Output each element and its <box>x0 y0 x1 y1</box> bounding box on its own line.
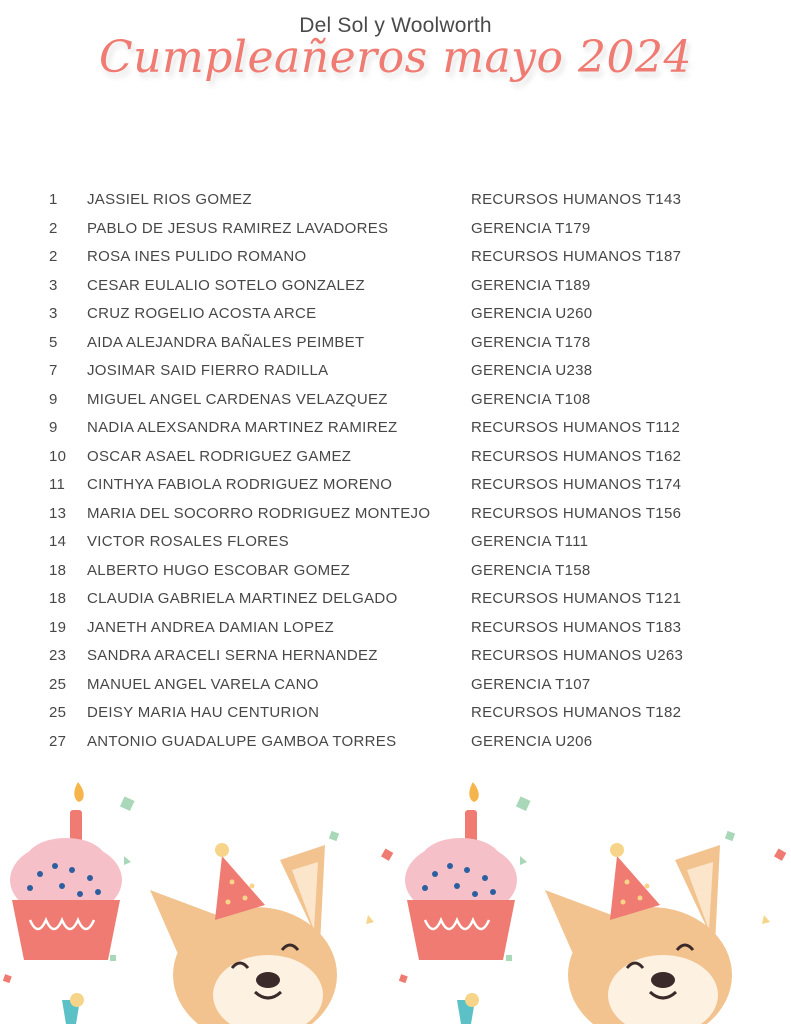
list-item <box>0 614 791 643</box>
list-item <box>0 272 791 301</box>
department: GERENCIA T158 <box>471 561 591 579</box>
birthday-day: 5 <box>49 333 58 351</box>
employee-name: OSCAR ASAEL RODRIGUEZ GAMEZ <box>87 447 352 465</box>
header <box>0 0 791 150</box>
department: GERENCIA T111 <box>471 533 589 550</box>
department: RECURSOS HUMANOS T121 <box>471 590 682 607</box>
employee-name: MIGUEL ANGEL CARDENAS VELAZQUEZ <box>87 390 388 408</box>
department: RECURSOS HUMANOS T143 <box>471 191 682 208</box>
list-item <box>0 728 791 757</box>
birthday-day: 11 <box>49 476 66 493</box>
department: GERENCIA U260 <box>471 305 593 322</box>
cupcake-icon <box>405 782 517 960</box>
birthday-day: 3 <box>49 305 58 322</box>
birthday-day: 27 <box>49 732 67 750</box>
party-hat-icon <box>62 993 84 1024</box>
party-decoration <box>0 770 791 1024</box>
employee-name: ALBERTO HUGO ESCOBAR GOMEZ <box>87 561 351 579</box>
birthday-day: 10 <box>49 447 67 465</box>
employee-name: CINTHYA FABIOLA RODRIGUEZ MORENO <box>87 476 393 493</box>
employee-name: CRUZ ROGELIO ACOSTA ARCE <box>87 305 317 322</box>
dog-party-hat-icon <box>150 843 337 1024</box>
department: GERENCIA T107 <box>471 675 591 693</box>
employee-name: VICTOR ROSALES FLORES <box>87 533 289 550</box>
birthday-day: 18 <box>49 561 67 579</box>
employee-name: PABLO DE JESUS RAMIREZ LAVADORES <box>87 219 389 237</box>
list-item <box>0 414 791 443</box>
employee-name: ROSA INES PULIDO ROMANO <box>87 248 307 265</box>
department: RECURSOS HUMANOS T182 <box>471 704 682 721</box>
list-item <box>0 443 791 472</box>
employee-name: MANUEL ANGEL VARELA CANO <box>87 675 319 693</box>
list-item <box>0 699 791 728</box>
birthday-day: 1 <box>49 191 58 208</box>
birthday-day: 18 <box>49 590 67 607</box>
birthday-day: 9 <box>49 419 58 436</box>
birthday-day: 9 <box>49 390 58 408</box>
birthday-day: 25 <box>49 704 67 721</box>
list-item <box>0 357 791 386</box>
employee-name: SANDRA ARACELI SERNA HERNANDEZ <box>87 647 378 664</box>
department: RECURSOS HUMANOS T162 <box>471 447 682 465</box>
list-item <box>0 386 791 415</box>
department: GERENCIA T108 <box>471 390 591 408</box>
list-item <box>0 500 791 529</box>
department: GERENCIA U206 <box>471 732 593 750</box>
department: RECURSOS HUMANOS T183 <box>471 618 682 636</box>
party-hat-icon <box>457 993 479 1024</box>
list-item <box>0 528 791 557</box>
company-subtitle: Del Sol y Woolworth <box>299 14 492 37</box>
department: GERENCIA T178 <box>471 333 591 351</box>
birthday-day: 23 <box>49 647 67 664</box>
department: RECURSOS HUMANOS T187 <box>471 248 682 265</box>
birthday-day: 2 <box>49 219 58 237</box>
department: GERENCIA U238 <box>471 362 593 379</box>
list-item <box>0 215 791 244</box>
birthday-day: 2 <box>49 248 58 265</box>
list-item <box>0 585 791 614</box>
list-item <box>0 243 791 272</box>
department: RECURSOS HUMANOS U263 <box>471 647 684 664</box>
cupcake-icon <box>10 782 122 960</box>
employee-name: MARIA DEL SOCORRO RODRIGUEZ MONTEJO <box>87 504 431 522</box>
list-item <box>0 300 791 329</box>
list-item <box>0 642 791 671</box>
employee-name: CESAR EULALIO SOTELO GONZALEZ <box>87 276 365 294</box>
list-item <box>0 471 791 500</box>
dog-party-hat-icon <box>545 843 732 1024</box>
birthday-day: 25 <box>49 675 67 693</box>
employee-name: JASSIEL RIOS GOMEZ <box>87 191 252 208</box>
birthday-day: 7 <box>49 362 58 379</box>
employee-name: AIDA ALEJANDRA BAÑALES PEIMBET <box>87 333 365 351</box>
list-item <box>0 557 791 586</box>
employee-name: ANTONIO GUADALUPE GAMBOA TORRES <box>87 732 397 750</box>
page-title: Cumpleañeros mayo 2024 <box>99 32 692 83</box>
department: GERENCIA T189 <box>471 276 591 294</box>
department: RECURSOS HUMANOS T174 <box>471 476 682 493</box>
employee-name: NADIA ALEXSANDRA MARTINEZ RAMIREZ <box>87 419 398 436</box>
list-item <box>0 671 791 700</box>
employee-name: JOSIMAR SAID FIERRO RADILLA <box>87 362 329 379</box>
birthday-day: 19 <box>49 618 67 636</box>
department: GERENCIA T179 <box>471 219 591 237</box>
department: RECURSOS HUMANOS T156 <box>471 504 682 522</box>
list-item <box>0 329 791 358</box>
employee-name: JANETH ANDREA DAMIAN LOPEZ <box>87 618 335 636</box>
employee-name: CLAUDIA GABRIELA MARTINEZ DELGADO <box>87 590 398 607</box>
list-item <box>0 186 791 215</box>
birthday-day: 3 <box>49 276 58 294</box>
birthday-day: 14 <box>49 533 67 550</box>
birthday-day: 13 <box>49 504 67 522</box>
department: RECURSOS HUMANOS T112 <box>471 419 681 436</box>
employee-name: DEISY MARIA HAU CENTURION <box>87 704 320 721</box>
birthday-list <box>0 186 791 756</box>
